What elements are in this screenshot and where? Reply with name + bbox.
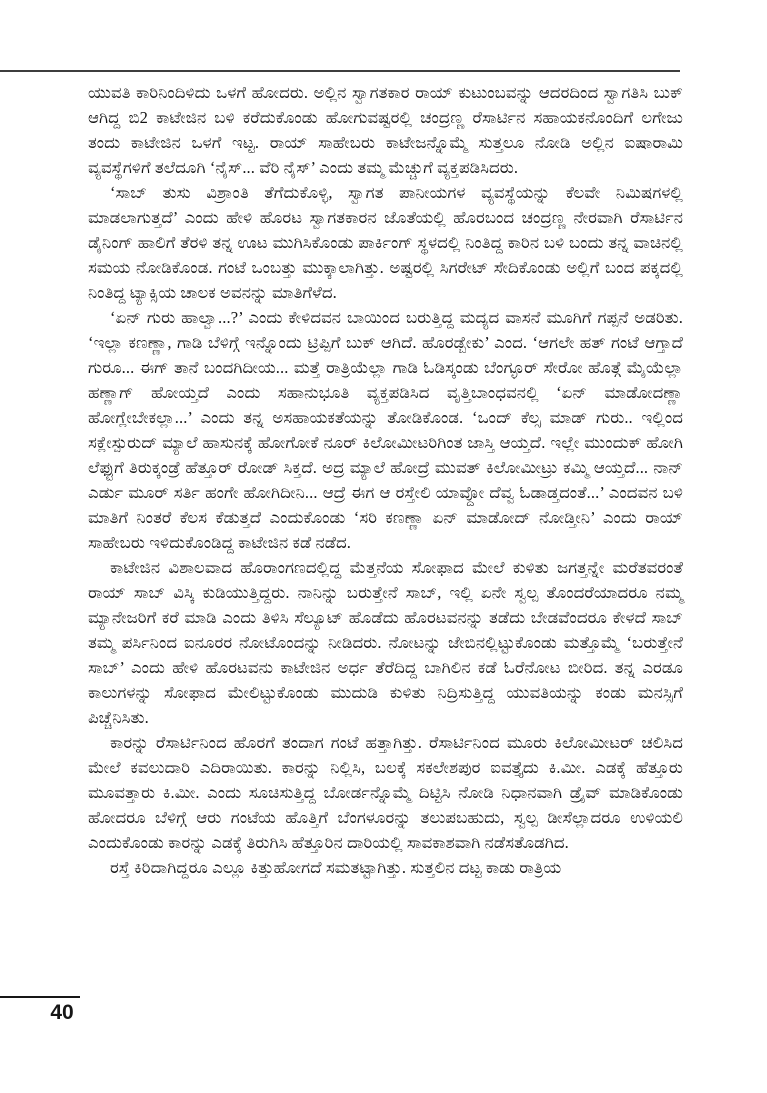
paragraph-2: ‘ಸಾಬ್ ತುಸು ವಿಶ್ರಾಂತಿ ತೆಗೆದುಕೊಳ್ಳಿ, ಸ್ವಾಗತ ಪಾನೀಯಗಳ ವ್ಯವಸ್ಥೆಯನ್ನು ಕೆಲವೇ ನಿಮಿಷಗಳಲ್ಲಿ ಮಾಡಲಾಗುತ್ತದೆ’ ಎಂದು ಹೇಳಿ ಹೊರಟ ಸ್ವಾಗತಕಾರನ ಜೊತೆಯಲ್ಲಿ ಹೊರಬಂದ ಚಂದ್ರಣ್ಣ ನೇರವಾಗಿ ರೆಸಾರ್ಟಿನ ಡೈನಿಂಗ್ ಹಾಲಿಗೆ ತೆರಳಿ ತನ್ನ ಊಟ ಮುಗಿಸಿಕೊಂಡು ಪಾರ್ಕಿಂಗ್ ಸ್ಥಳದಲ್ಲಿ ನಿಂತಿದ್ದ ಕಾರಿನ ಬಳಿ ಬಂದು ತನ್ನ ವಾಚಿನಲ್ಲಿ ಸಮಯ ನೋಡಿಕೊಂಡ. ಗಂಟೆ ಒಂಬತ್ತು ಮುಕ್ಕಾಲಾಗಿತ್ತು. ಅಷ್ಟರಲ್ಲಿ ಸಿಗರೇಟ್ ಸೇದಿಕೊಂಡು ಅಲ್ಲಿಗೆ ಬಂದ ಪಕ್ಕದಲ್ಲಿ ನಿಂತಿದ್ದ ಟ್ಯಾಕ್ಸಿಯ ಚಾಲಕ ಅವನನ್ನು ಮಾತಿಗೆಳೆದ. bbox=[88, 183, 683, 302]
paragraph-5: ಕಾರನ್ನು ರೆಸಾರ್ಟಿನಿಂದ ಹೊರಗೆ ತಂದಾಗ ಗಂಟೆ ಹತ್ತಾಗಿತ್ತು. ರೆಸಾರ್ಟಿನಿಂದ ಮೂರು ಕಿಲೋಮೀಟರ್ ಚಲಿಸಿದ ಮೇಲೆ ಕವಲುದಾರಿ ಎದಿರಾಯಿತು. ಕಾರನ್ನು ನಿಲ್ಲಿಸಿ, ಬಲಕ್ಕೆ ಸಕಲೇಶಪುರ ಐವತ್ತೈದು ಕಿ.ಮೀ. ಎಡಕ್ಕೆ ಹೆತ್ತೂರು ಮೂವತ್ತಾರು ಕಿ.ಮೀ. ಎಂದು ಸೂಚಿಸುತ್ತಿದ್ದ ಬೋರ್ಡನ್ನೊಮ್ಮೆ ದಿಟ್ಟಿಸಿ ನೋಡಿ ನಿಧಾನವಾಗಿ ಡ್ರೈವ್ ಮಾಡಿಕೊಂಡು ಹೋದರೂ ಬೆಳಿಗ್ಗೆ ಆರು ಗಂಟೆಯ ಹೊತ್ತಿಗೆ ಬೆಂಗಳೂರನ್ನು ತಲುಪಬಹುದು, ಸ್ವಲ್ಪ ಡೀಸೆಲ್ಲಾದರೂ ಉಳಿಯಲಿ ಎಂದುಕೊಂಡು ಕಾರನ್ನು ಎಡಕ್ಕೆ ತಿರುಗಿಸಿ ಹೆತ್ತೂರಿನ ದಾರಿಯಲ್ಲಿ ಸಾವಕಾಶವಾಗಿ ನಡೆಸತೊಡಗಿದ. bbox=[88, 733, 683, 852]
paragraph-4: ಕಾಟೇಜಿನ ವಿಶಾಲವಾದ ಹೊರಾಂಗಣದಲ್ಲಿದ್ದ ಮೆತ್ತನೆಯ ಸೋಫಾದ ಮೇಲೆ ಕುಳಿತು ಜಗತ್ತನ್ನೇ ಮರೆತವರಂತೆ ರಾಯ್ ಸಾಬ್ ವಿಸ್ಕಿ ಕುಡಿಯುತ್ತಿದ್ದರು. ನಾನಿನ್ನು ಬರುತ್ತೇನೆ ಸಾಬ್, ಇಲ್ಲಿ ಏನೇ ಸ್ವಲ್ಪ ತೊಂದರೆಯಾದರೂ ನಮ್ಮ ಮ್ಯಾನೇಜರಿಗೆ ಕರೆ ಮಾಡಿ ಎಂದು ತಿಳಿಸಿ ಸೆಲ್ಯೂಟ್ ಹೊಡೆದು ಹೊರಟವನನ್ನು ತಡೆದು ಬೇಡವೆಂದರೂ ಕೇಳದೆ ಸಾಬ್ ತಮ್ಮ ಪರ್ಸಿನಿಂದ ಐನೂರರ ನೋಟೊಂದನ್ನು ನೀಡಿದರು. ನೋಟನ್ನು ಜೇಬಿನಲ್ಲಿಟ್ಟುಕೊಂಡು ಮತ್ತೊಮ್ಮೆ ‘ಬರುತ್ತೇನೆ ಸಾಬ್’ ಎಂದು ಹೇಳಿ ಹೊರಟವನು ಕಾಟೇಜಿನ ಅರ್ಧ ತೆರೆದಿದ್ದ ಬಾಗಿಲಿನ ಕಡೆ ಓರೆನೋಟ ಬೀರಿದ. ತನ್ನ ಎರಡೂ ಕಾಲುಗಳನ್ನು ಸೋಫಾದ ಮೇಲಿಟ್ಟುಕೊಂಡು ಮುದುಡಿ ಕುಳಿತು ನಿದ್ರಿಸುತ್ತಿದ್ದ ಯುವತಿಯನ್ನು ಕಂಡು ಮನಸ್ಸಿಗೆ ಪಿಚ್ಚೆನಿಸಿತು. bbox=[88, 558, 683, 727]
paragraph-3: ‘ಏನ್ ಗುರು ಹಾಲ್ವಾ...?’ ಎಂದು ಕೇಳಿದವನ ಬಾಯಿಂದ ಬರುತ್ತಿದ್ದ ಮದ್ಯದ ವಾಸನೆ ಮೂಗಿಗೆ ಗಪ್ಪನೆ ಅಡರಿತು. ‘ಇಲ್ಲಾ ಕಣಣ್ಣಾ, ಗಾಡಿ ಬೆಳಿಗ್ಗೆ ಇನ್ನೊಂದು ಟ್ರಿಪ್ಪಿಗೆ ಬುಕ್ ಆಗಿದೆ. ಹೊರಡ್ಬೇಕು’ ಎಂದ. ‘ಆಗಲೇ ಹತ್ ಗಂಟೆ ಆಗ್ತಾದೆ ಗುರೂ... ಈಗ್ ತಾನೆ ಬಂದಗಿದೀಯ... ಮತ್ತೆ ರಾತ್ರಿಯೆಲ್ಲಾ ಗಾಡಿ ಓಡಿಸ್ಕಂಡು ಬೆಂಗ್ಳೂರ್ ಸೇರೋ ಹೊತ್ಗೆ ಮೈಯೆಲ್ಲಾ ಹಣ್ಣಾಗ್ ಹೋಯ್ತದೆ ಎಂದು ಸಹಾನುಭೂತಿ ವ್ಯಕ್ತಪಡಿಸಿದ ವೃತ್ತಿಬಾಂಧವನಲ್ಲಿ ‘ಏನ್ ಮಾಡೋದಣ್ಣಾ ಹೋಗ್ಲೇಬೇಕಲ್ಲಾ...’ ಎಂದು ತನ್ನ ಅಸಹಾಯಕತೆಯನ್ನು ತೋಡಿಕೊಂಡ. ‘ಒಂದ್ ಕೆಲ್ಸ ಮಾಡ್ ಗುರು.. ಇಲ್ಲಿಂದ ಸಕ್ಲೇಸ್ಪುರುದ್ ಮ್ಯಾಲೆ ಹಾಸುನಕ್ಕೆ ಹೋಗೋಕೆ ನೂರ್ ಕಿಲೋಮೀಟರಿಗಿಂತ ಜಾಸ್ತಿ ಆಯ್ತದೆ. ಇಲ್ಲೇ ಮುಂದುಕ್ ಹೋಗಿ ಲೆಫ್ಟುಗೆ ತಿರುಕ್ಕಂಡ್ರೆ ಹೆತ್ತೂರ್ ರೋಡ್ ಸಿಕ್ತದೆ. ಅದ್ರ ಮ್ಯಾಲೆ ಹೋದ್ರೆ ಮುವತ್ ಕಿಲೋಮೀಟ್ರು ಕಮ್ಮಿ ಆಯ್ತದೆ... ನಾನ್ ಎರ್ಡು ಮೂರ್ ಸರ್ತಿ ಹಂಗೇ ಹೋಗಿದೀನಿ... ಆದ್ರೆ ಈಗ ಆ ರಸ್ತೇಲಿ ಯಾವ್ದೋ ದೆವ್ವ ಓಡಾಡ್ತದಂತೆ...’ ಎಂದವನ ಬಳಿ ಮಾತಿಗೆ ನಿಂತರೆ ಕೆಲಸ ಕೆಡುತ್ತದೆ ಎಂದುಕೊಂಡು ‘ಸರಿ ಕಣಣ್ಣಾ ಏನ್ ಮಾಡೋದ್ ನೋಡ್ತೀನಿ’ ಎಂದು ರಾಯ್ ಸಾಹೇಬರು ಇಳಿದುಕೊಂಡಿದ್ದ ಕಾಟೇಜಿನ ಕಡೆ ನಡೆದ. bbox=[88, 308, 683, 552]
paragraph-1: ಯುವತಿ ಕಾರಿನಿಂದಿಳಿದು ಒಳಗೆ ಹೋದರು. ಅಲ್ಲಿನ ಸ್ವಾಗತಕಾರ ರಾಯ್ ಕುಟುಂಬವನ್ನು ಆದರದಿಂದ ಸ್ವಾಗತಿಸಿ ಬುಕ್ ಆಗಿದ್ದ ಬಿ2 ಕಾಟೇಜಿನ ಬಳಿ ಕರೆದುಕೊಂಡು ಹೋಗುವಷ್ಟರಲ್ಲಿ ಚಂದ್ರಣ್ಣ ರೆಸಾರ್ಟಿನ ಸಹಾಯಕನೊಂದಿಗೆ ಲಗೇಜು ತಂದು ಕಾಟೇಜಿನ ಒಳಗೆ ಇಟ್ಟ. ರಾಯ್ ಸಾಹೇಬರು ಕಾಟೇಜನ್ನೊಮ್ಮೆ ಸುತ್ತಲೂ ನೋಡಿ ಅಲ್ಲಿನ ಐಷಾರಾಮಿ ವ್ಯವಸ್ಥೆಗಳಿಗೆ ತಲೆದೂಗಿ ‘ನೈಸ್... ವೆರಿ ನೈಸ್’ ಎಂದು ತಮ್ಮ ಮೆಚ್ಚುಗೆ ವ್ಯಕ್ತಪಡಿಸಿದರು. bbox=[88, 83, 683, 177]
paragraph-6: ರಸ್ತೆ ಕಿರಿದಾಗಿದ್ದರೂ ಎಲ್ಲೂ ಕಿತ್ತುಹೋಗದೆ ಸಮತಟ್ಟಾಗಿತ್ತು. ಸುತ್ತಲಿನ ದಟ್ಟ ಕಾಡು ರಾತ್ರಿಯ bbox=[110, 858, 562, 877]
footer-rule bbox=[0, 996, 80, 998]
page-number: 40 bbox=[50, 1001, 74, 1024]
body-text bbox=[88, 80, 683, 880]
header-rule bbox=[0, 70, 680, 72]
